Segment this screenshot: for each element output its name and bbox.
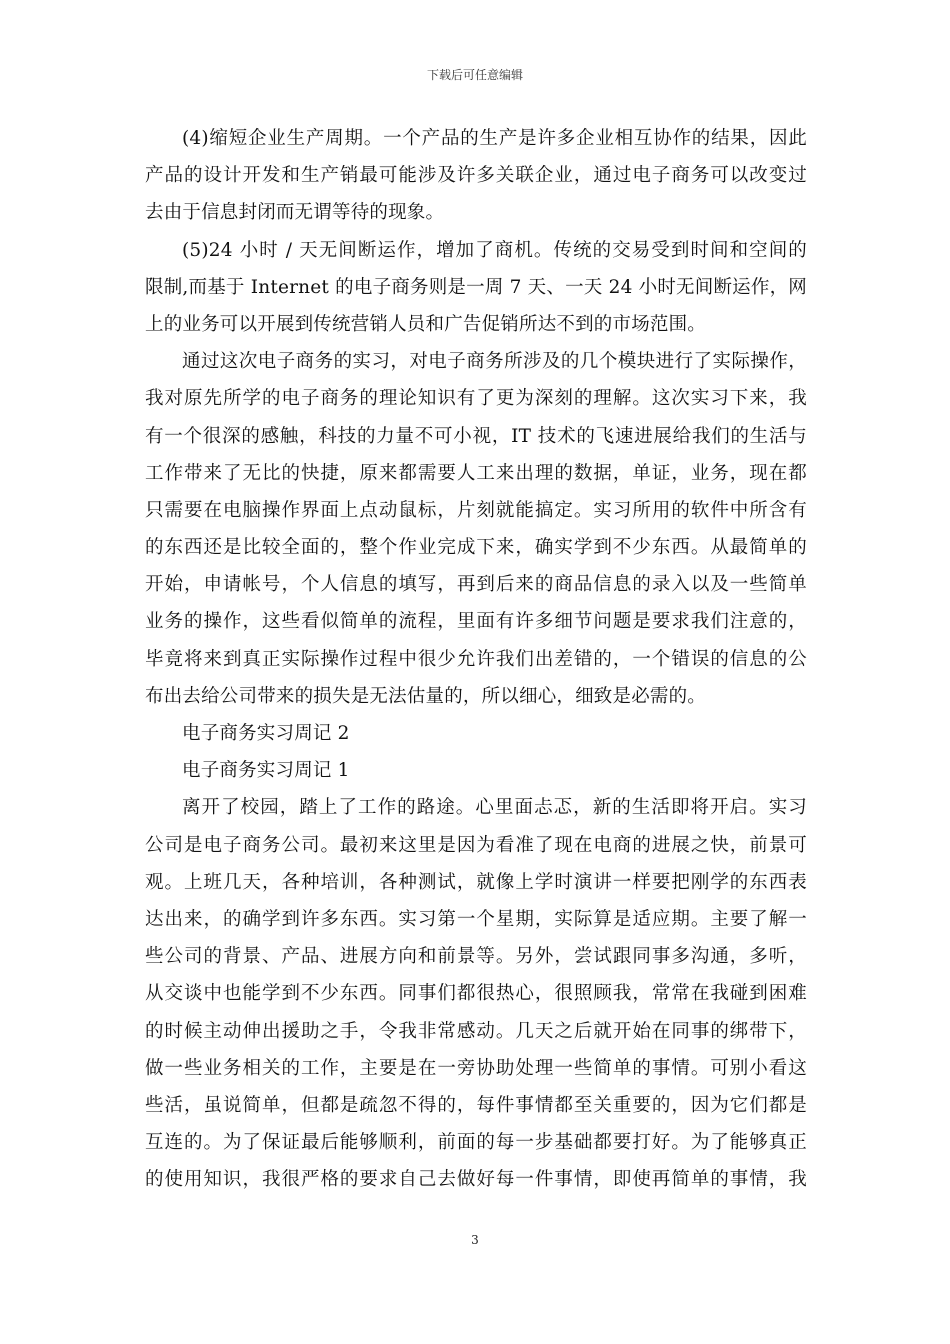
text-line: 达出来，的确学到许多东西。实习第一个星期，实际算是适应期。主要了解一	[145, 908, 807, 930]
text-line: (5)24 小时 / 天无间断运作，增加了商机。传统的交易受到时间和空间的	[182, 239, 807, 261]
text-line: 的使用知识，我很严格的要求自己去做好每一件事情，即使再简单的事情，我	[145, 1169, 807, 1191]
text-line: 有一个很深的感触，科技的力量不可小视，IT 技术的飞速进展给我们的生活与	[145, 425, 807, 447]
paragraph	[145, 120, 807, 232]
text-line: 公司是电子商务公司。最初来这里是因为看准了现在电商的进展之快，前景可	[145, 834, 807, 856]
paragraph	[145, 232, 807, 344]
text-line: 电子商务实习周记 1	[182, 760, 350, 782]
text-line: 的时候主动伸出援助之手，令我非常感动。几天之后就开始在同事的绑带下，	[145, 1020, 807, 1042]
text-line: 从交谈中也能学到不少东西。同事们都很热心，很照顾我，常常在我碰到困难	[145, 983, 807, 1005]
text-line: 通过这次电子商务的实习，对电子商务所涉及的几个模块进行了实际操作，	[182, 351, 807, 373]
text-line: 些公司的背景、产品、进展方向和前景等。另外，尝试跟同事多沟通，多听，	[145, 946, 807, 968]
text-line: 开始，申请帐号，个人信息的填写，再到后来的商品信息的录入以及一些简单	[145, 574, 807, 596]
paragraph	[145, 789, 807, 1198]
text-line: 电子商务实习周记 2	[182, 723, 350, 744]
text-line: 毕竟将来到真正实际操作过程中很少允许我们出差错的，一个错误的信息的公	[145, 648, 807, 670]
text-line: 工作带来了无比的快捷，原来都需要人工来出理的数据，单证，业务，现在都	[145, 462, 807, 484]
text-line: 的东西还是比较全面的，整个作业完成下来，确实学到不少东西。从最简单的	[145, 537, 807, 559]
text-line: 只需要在电脑操作界面上点动鼠标，片刻就能搞定。实习所用的软件中所含有	[145, 499, 807, 521]
text-line: 些活，虽说简单，但都是疏忽不得的，每件事情都至关重要的，因为它们都是	[145, 1094, 807, 1116]
text-line: 上的业务可以开展到传统营销人员和广告促销所达不到的市场范围。	[145, 313, 707, 335]
text-line: 离开了校园，踏上了工作的路途。心里面忐忑，新的生活即将开启。实习	[182, 797, 807, 819]
text-line: 限制,而基于 Internet 的电子商务则是一周 7 天、一天 24 小时无间断运作，网	[145, 276, 807, 298]
document-body	[145, 120, 807, 1198]
text-line: 业务的操作，这些看似简单的流程，里面有许多细节问题是要求我们注意的，	[145, 611, 807, 633]
text-line: 观。上班几天，各种培训，各种测试，就像上学时演讲一样要把刚学的东西表	[145, 871, 807, 893]
text-line: 布出去给公司带来的损失是无法估量的，所以细心，细致是必需的。	[145, 685, 707, 707]
page-number: 3	[471, 1233, 479, 1247]
text-line: 我对原先所学的电子商务的理论知识有了更为深刻的理解。这次实习下来，我	[145, 388, 807, 410]
text-line: (4)缩短企业生产周期。一个产品的生产是许多企业相互协作的结果，因此	[182, 128, 807, 149]
text-line: 互连的。为了保证最后能够顺利，前面的每一步基础都要打好。为了能够真正	[145, 1132, 807, 1154]
paragraph	[145, 343, 807, 715]
text-line: 做一些业务相关的工作，主要是在一旁协助处理一些简单的事情。可别小看这	[145, 1057, 807, 1079]
text-line: 去由于信息封闭而无谓等待的现象。	[145, 202, 445, 224]
page-header: 下载后可任意编辑	[426, 68, 523, 82]
text-line: 产品的设计开发和生产销最可能涉及许多关联企业，通过电子商务可以改变过	[145, 165, 807, 187]
section-heading	[145, 752, 807, 789]
section-heading	[145, 715, 807, 752]
